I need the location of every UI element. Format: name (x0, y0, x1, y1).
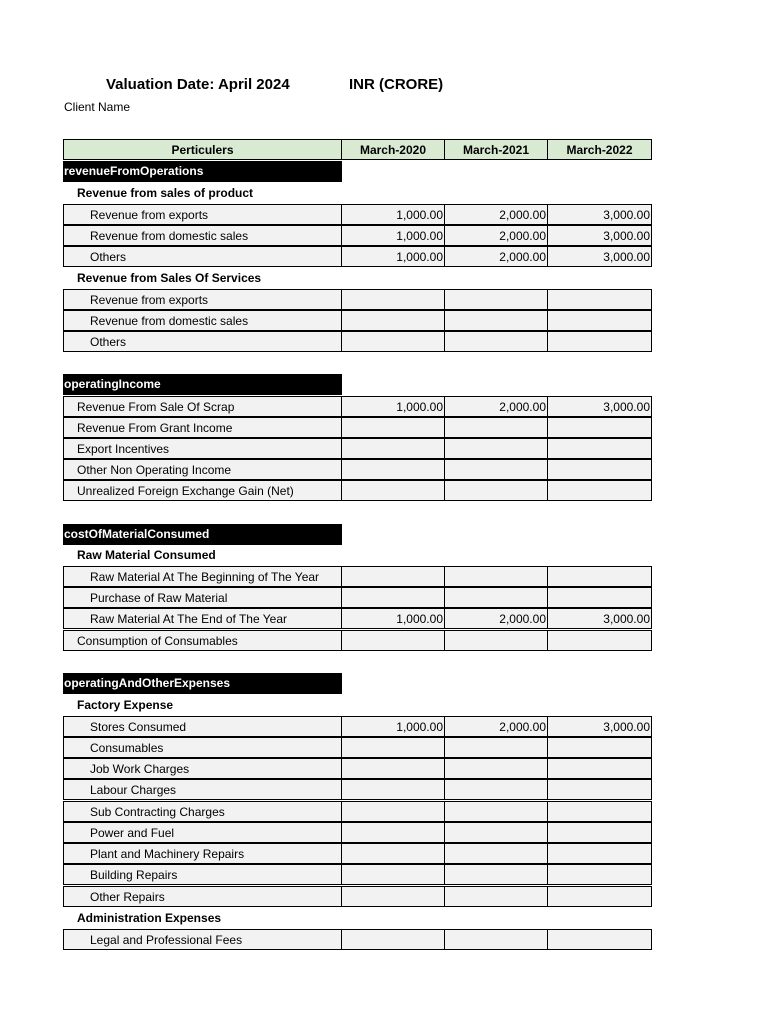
cell-value (341, 417, 445, 438)
cell-value: 2,000.00 (444, 246, 548, 267)
cell-value (444, 779, 548, 800)
cell-value (444, 822, 548, 843)
section-header (63, 673, 342, 694)
cell-value (547, 843, 652, 864)
cell-value (444, 289, 548, 310)
table-row (63, 310, 652, 331)
cell-value (341, 886, 445, 907)
section-title: operatingIncome (63, 374, 342, 395)
cell-value (444, 417, 548, 438)
cell-value (341, 438, 445, 459)
cell-value: 3,000.00 (547, 396, 652, 417)
row-label: Building Repairs (63, 864, 342, 885)
table-row (63, 396, 652, 417)
cell-value (444, 310, 548, 331)
row-label: Sub Contracting Charges (63, 801, 342, 822)
row-label: Legal and Professional Fees (63, 929, 342, 950)
subsection-header (63, 183, 463, 204)
cell-value (341, 929, 445, 950)
cell-value (547, 737, 652, 758)
row-label: Labour Charges (63, 779, 342, 800)
cell-value: 1,000.00 (341, 204, 445, 225)
row-label: Revenue from exports (63, 204, 342, 225)
table-row (63, 417, 652, 438)
table-row (63, 204, 652, 225)
row-label: Raw Material At The End of The Year (63, 608, 342, 629)
table-row (63, 822, 652, 843)
row-label: Others (63, 246, 342, 267)
table-row (63, 566, 652, 587)
cell-value (341, 566, 445, 587)
cell-value (547, 417, 652, 438)
subsection-title: Factory Expense (77, 698, 174, 712)
cell-value (341, 758, 445, 779)
cell-value: 1,000.00 (341, 608, 445, 629)
table-row (63, 225, 652, 246)
cell-value (341, 843, 445, 864)
cell-value (547, 331, 652, 352)
cell-value (444, 737, 548, 758)
cell-value: 1,000.00 (341, 396, 445, 417)
subsection-title: Administration Expenses (77, 911, 222, 925)
table-row (63, 459, 652, 480)
section-header (63, 374, 342, 395)
column-header: March-2020 (341, 139, 445, 160)
subsection-title: Raw Material Consumed (77, 548, 216, 562)
cell-value (547, 779, 652, 800)
row-label: Unrealized Foreign Exchange Gain (Net) (63, 480, 342, 501)
cell-value (341, 310, 445, 331)
row-label: Raw Material At The Beginning of The Year (63, 566, 342, 587)
cell-value: 3,000.00 (547, 608, 652, 629)
cell-value (547, 480, 652, 501)
subsection-header (63, 908, 463, 929)
cell-value: 1,000.00 (341, 225, 445, 246)
cell-value (341, 459, 445, 480)
cell-value (341, 480, 445, 501)
table-row (63, 864, 652, 885)
table-row (63, 886, 652, 907)
cell-value: 1,000.00 (341, 246, 445, 267)
cell-value (444, 331, 548, 352)
row-label: Power and Fuel (63, 822, 342, 843)
table-row (63, 480, 652, 501)
row-label: Stores Consumed (63, 716, 342, 737)
row-label: Consumables (63, 737, 342, 758)
cell-value (444, 929, 548, 950)
subsection-title: Revenue from Sales Of Services (77, 271, 262, 285)
cell-value (547, 864, 652, 885)
cell-value (444, 459, 548, 480)
row-label: Job Work Charges (63, 758, 342, 779)
row-label: Revenue From Sale Of Scrap (63, 396, 342, 417)
cell-value (341, 801, 445, 822)
cell-value (341, 630, 445, 651)
cell-value (444, 801, 548, 822)
subsection-header (63, 268, 463, 289)
row-label: Other Non Operating Income (63, 459, 342, 480)
subsection-title: Revenue from sales of product (77, 186, 254, 200)
column-header: March-2022 (547, 139, 652, 160)
row-label: Others (63, 331, 342, 352)
subsection-header (63, 695, 463, 716)
cell-value (547, 822, 652, 843)
table-header-row (63, 139, 652, 160)
cell-value (341, 737, 445, 758)
currency-label: INR (CRORE) (349, 76, 444, 93)
cell-value (547, 929, 652, 950)
cell-value (444, 438, 548, 459)
cell-value (341, 331, 445, 352)
table-row (63, 331, 652, 352)
cell-value (547, 459, 652, 480)
table-row (63, 608, 652, 629)
cell-value (444, 630, 548, 651)
section-header (63, 161, 342, 182)
cell-value (341, 289, 445, 310)
cell-value (444, 864, 548, 885)
cell-value (547, 758, 652, 779)
cell-value (444, 843, 548, 864)
cell-value (444, 566, 548, 587)
cell-value: 2,000.00 (444, 608, 548, 629)
table-row (63, 801, 652, 822)
client-name: Client Name (64, 100, 131, 114)
cell-value (547, 566, 652, 587)
table-row (63, 758, 652, 779)
table-row (63, 587, 652, 608)
row-label: Revenue From Grant Income (63, 417, 342, 438)
cell-value (547, 801, 652, 822)
cell-value (444, 587, 548, 608)
cell-value (547, 886, 652, 907)
table-row (63, 716, 652, 737)
table-row (63, 929, 652, 950)
cell-value (547, 310, 652, 331)
cell-value: 2,000.00 (444, 396, 548, 417)
cell-value: 2,000.00 (444, 204, 548, 225)
cell-value (444, 758, 548, 779)
row-label: Export Incentives (63, 438, 342, 459)
cell-value: 2,000.00 (444, 225, 548, 246)
table-row (63, 737, 652, 758)
row-label: Consumption of Consumables (63, 630, 342, 651)
column-header: Perticulers (63, 139, 342, 160)
cell-value: 3,000.00 (547, 204, 652, 225)
table-row (63, 246, 652, 267)
cell-value (341, 587, 445, 608)
row-label: Revenue from exports (63, 289, 342, 310)
table-row (63, 779, 652, 800)
cell-value: 3,000.00 (547, 225, 652, 246)
row-label: Plant and Machinery Repairs (63, 843, 342, 864)
cell-value (444, 886, 548, 907)
table-row (63, 438, 652, 459)
section-title: revenueFromOperations (63, 161, 342, 182)
row-label: Revenue from domestic sales (63, 225, 342, 246)
table-row (63, 630, 652, 651)
cell-value: 3,000.00 (547, 716, 652, 737)
section-title: operatingAndOtherExpenses (63, 673, 342, 694)
row-label: Purchase of Raw Material (63, 587, 342, 608)
cell-value (341, 779, 445, 800)
row-label: Revenue from domestic sales (63, 310, 342, 331)
cell-value: 1,000.00 (341, 716, 445, 737)
valuation-date: Valuation Date: April 2024 (106, 76, 290, 93)
subsection-header (63, 545, 463, 566)
column-header: March-2021 (444, 139, 548, 160)
cell-value (444, 480, 548, 501)
cell-value (547, 630, 652, 651)
cell-value (547, 289, 652, 310)
table-row (63, 289, 652, 310)
cell-value (547, 587, 652, 608)
table-row (63, 843, 652, 864)
cell-value: 2,000.00 (444, 716, 548, 737)
row-label: Other Repairs (63, 886, 342, 907)
section-title: costOfMaterialConsumed (63, 524, 342, 545)
cell-value: 3,000.00 (547, 246, 652, 267)
cell-value (341, 864, 445, 885)
cell-value (341, 822, 445, 843)
cell-value (547, 438, 652, 459)
section-header (63, 524, 342, 545)
